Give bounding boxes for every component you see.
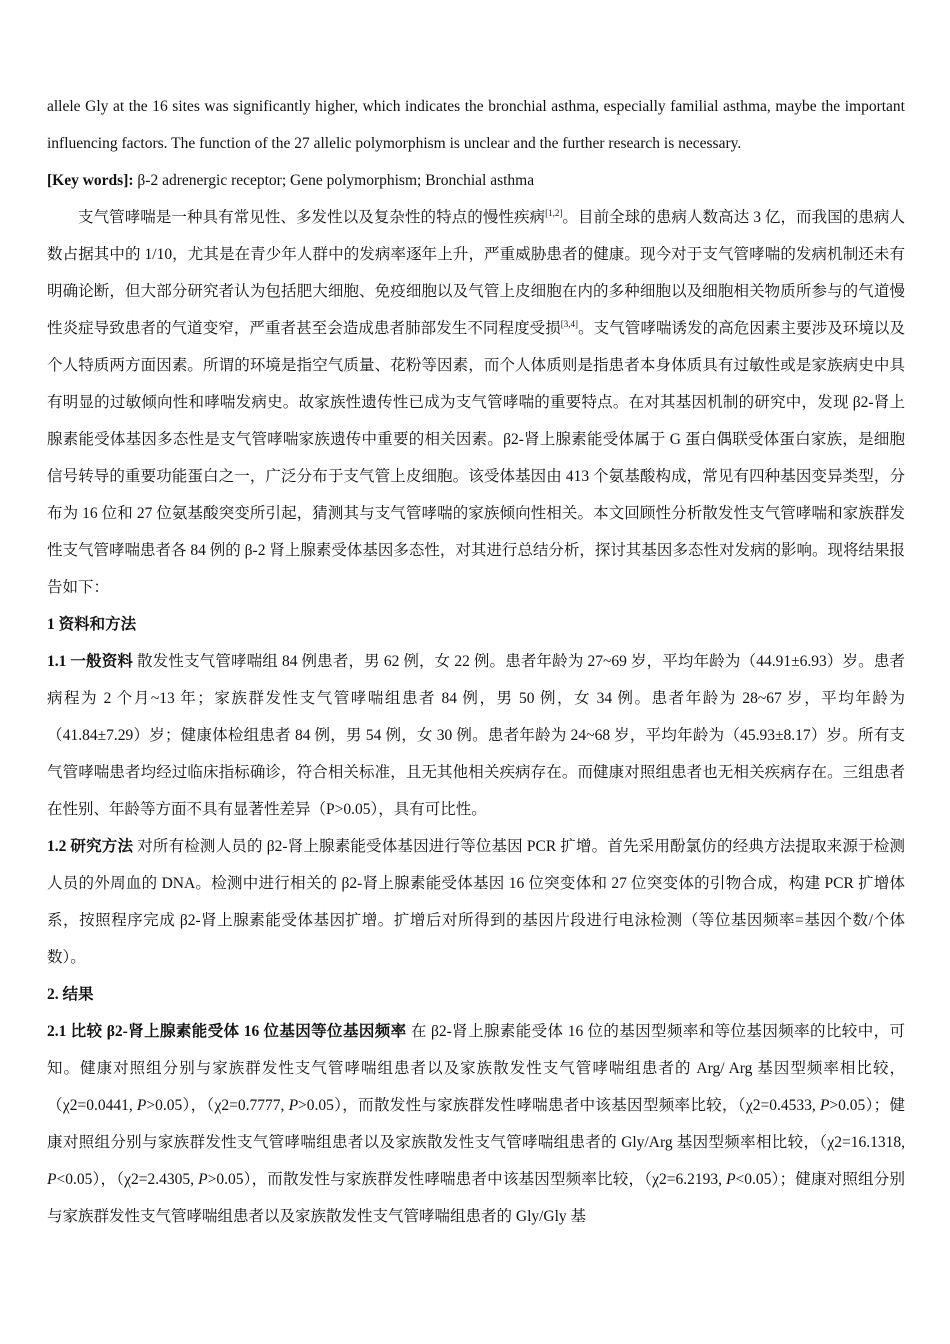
results-text-1: 在 β2-肾上腺素能受体 16 位的基因型频率和等位基因频率的比较中，可知。健康对照组分别与家族群发性支气管哮喘组患者以及家族散发性支气管哮喘组患者的 Arg/ Arg 基因型频率相比较，（χ2=0.0441, (47, 1023, 905, 1114)
section-2-heading: 2. 结果 (47, 986, 94, 1003)
intro-text-2: 。目前全球的患病人数高达 3 亿，而我国的患病人数占据其中的 1/10，尤其是在青少年人群中的发病率逐年上升，严重威胁患者的健康。现今对于支气管哮喘的发病机制还未有明确论断，但大部分研究者认为包括肥大细胞、免疫细胞以及气管上皮细胞在内的多种细胞以及细胞相关物质所参与的气道慢性炎症导致患者的气道变窄，严重者甚至会造成患者肺部发生不同程度受损 (47, 209, 905, 337)
results-text-4: >0.05）；健康对照组分别与家族群发性支气管哮喘组患者以及家族散发性支气管哮喘组患者的 Gly/Arg 基因型频率相比较，（χ2=16.1318, (47, 1097, 905, 1151)
results-text-2: >0.05），（χ2=0.7777, (146, 1097, 289, 1114)
keywords-line (47, 162, 905, 199)
p-value-symbol: P (47, 1171, 57, 1188)
document-body (47, 88, 905, 1235)
results-text-5: <0.05），（χ2=2.4305, (56, 1171, 199, 1188)
section-1-1-paragraph (47, 643, 905, 828)
section-1-2-heading: 1.2 研究方法 (47, 838, 134, 855)
citation-3-4: [3,4] (560, 319, 579, 329)
keywords-text: β-2 adrenergic receptor; Gene polymorphism; Bronchial asthma (133, 172, 535, 189)
results-text-6: >0.05），而散发性与家族群发性哮喘患者中该基因型频率比较，（χ2=6.2193, (207, 1171, 727, 1188)
keywords-label: [Key words]: (47, 172, 134, 189)
section-1-2-paragraph (47, 828, 905, 976)
section-2-1-paragraph (47, 1013, 905, 1235)
section-1-2-text: 对所有检测人员的 β2-肾上腺素能受体基因进行等位基因 PCR 扩增。首先采用酚氯仿的经典方法提取来源于检测人员的外周血的 DNA。检测中进行相关的 β2-肾上腺素能受体基因 16 位突变体和 27 位突变体的引物合成，构建 PCR 扩增体系，按照程序完成 β2-肾上腺素能受体基因扩增。扩增后对所得到的基因片段进行电泳检测（等位基因频率=基因个数/个体数）。 (47, 838, 905, 966)
section-1-heading: 1 资料和方法 (47, 616, 137, 633)
section-1-1-heading: 1.1 一般资料 (47, 653, 134, 670)
citation-1-2: [1,2] (545, 208, 563, 218)
intro-paragraph (47, 199, 905, 606)
p-value-symbol: P (726, 1171, 736, 1188)
p-value-symbol: P (288, 1097, 299, 1114)
section-1-1-text: 散发性支气管哮喘组 84 例患者，男 62 例，女 22 例。患者年龄为 27~69 岁，平均年龄为（44.91±6.93）岁。患者病程为 2 个月~13 年；家族群发性支气管哮喘组患者 84 例，男 50 例，女 34 例。患者年龄为 28~67 岁，平均年龄为（41.84±7.29）岁；健康体检组患者 84 例，男 54 例，女 30 例。患者年龄为 24~68 岁，平均年龄为（45.93±8.17）岁。所有支气管哮喘患者均经过临床指标确诊，符合相关标准，且无其他相关疾病存在。而健康对照组患者也无相关疾病存在。三组患者在性别、年龄等方面不具有显著性差异（P>0.05），具有可比性。 (47, 653, 905, 818)
intro-text-3: 。支气管哮喘诱发的高危因素主要涉及环境以及个人特质两方面因素。所谓的环境是指空气质量、花粉等因素，而个人体质则是指患者本身体质具有过敏性或是家族病史中具有明显的过敏倾向性和哮喘发病史。故家族性遗传性已成为支气管哮喘的重要特点。在对其基因机制的研究中，发现 β2-肾上腺素能受体基因多态性是支气管哮喘家族遗传中重要的相关因素。β2-肾上腺素能受体属于 G 蛋白偶联受体蛋白家族，是细胞信号转导的重要功能蛋白之一，广泛分布于支气管上皮细胞。该受体基因由 413 个氨基酸构成，常见有四种基因变异类型，分布为 16 位和 27 位氨基酸突变所引起，猜测其与支气管哮喘的家族倾向性相关。本文回顾性分析散发性支气管哮喘和家族群发性支气管哮喘患者各 84 例的 β-2 肾上腺素受体基因多态性，对其进行总结分析，探讨其基因多态性对发病的影响。现将结果报告如下： (47, 320, 905, 596)
section-2-1-heading: 2.1 比较 β2-肾上腺素能受体 16 位基因等位基因频率 (47, 1023, 407, 1040)
intro-text-1: 支气管哮喘是一种具有常见性、多发性以及复杂性的特点的慢性疾病 (78, 209, 546, 226)
results-text-3: >0.05），而散发性与家族群发性哮喘患者中该基因型频率比较，（χ2=0.4533, (298, 1097, 820, 1114)
p-value-symbol: P (136, 1097, 147, 1114)
p-value-symbol: P (819, 1097, 830, 1114)
p-value-symbol: P (198, 1171, 208, 1188)
results-text-7: <0.05）；健康对照组分别与家族群发性支气管哮喘组患者以及家族散发性支气管哮喘组患者的 Gly/Gly 基 (47, 1171, 905, 1225)
abstract-continuation: allele Gly at the 16 sites was significantly higher, which indicates the bronchial asthma, especially familial asthma, maybe the important influencing factors. The function of the 27 allelic polymorphism is unclear and the further research is necessary. (47, 98, 905, 152)
